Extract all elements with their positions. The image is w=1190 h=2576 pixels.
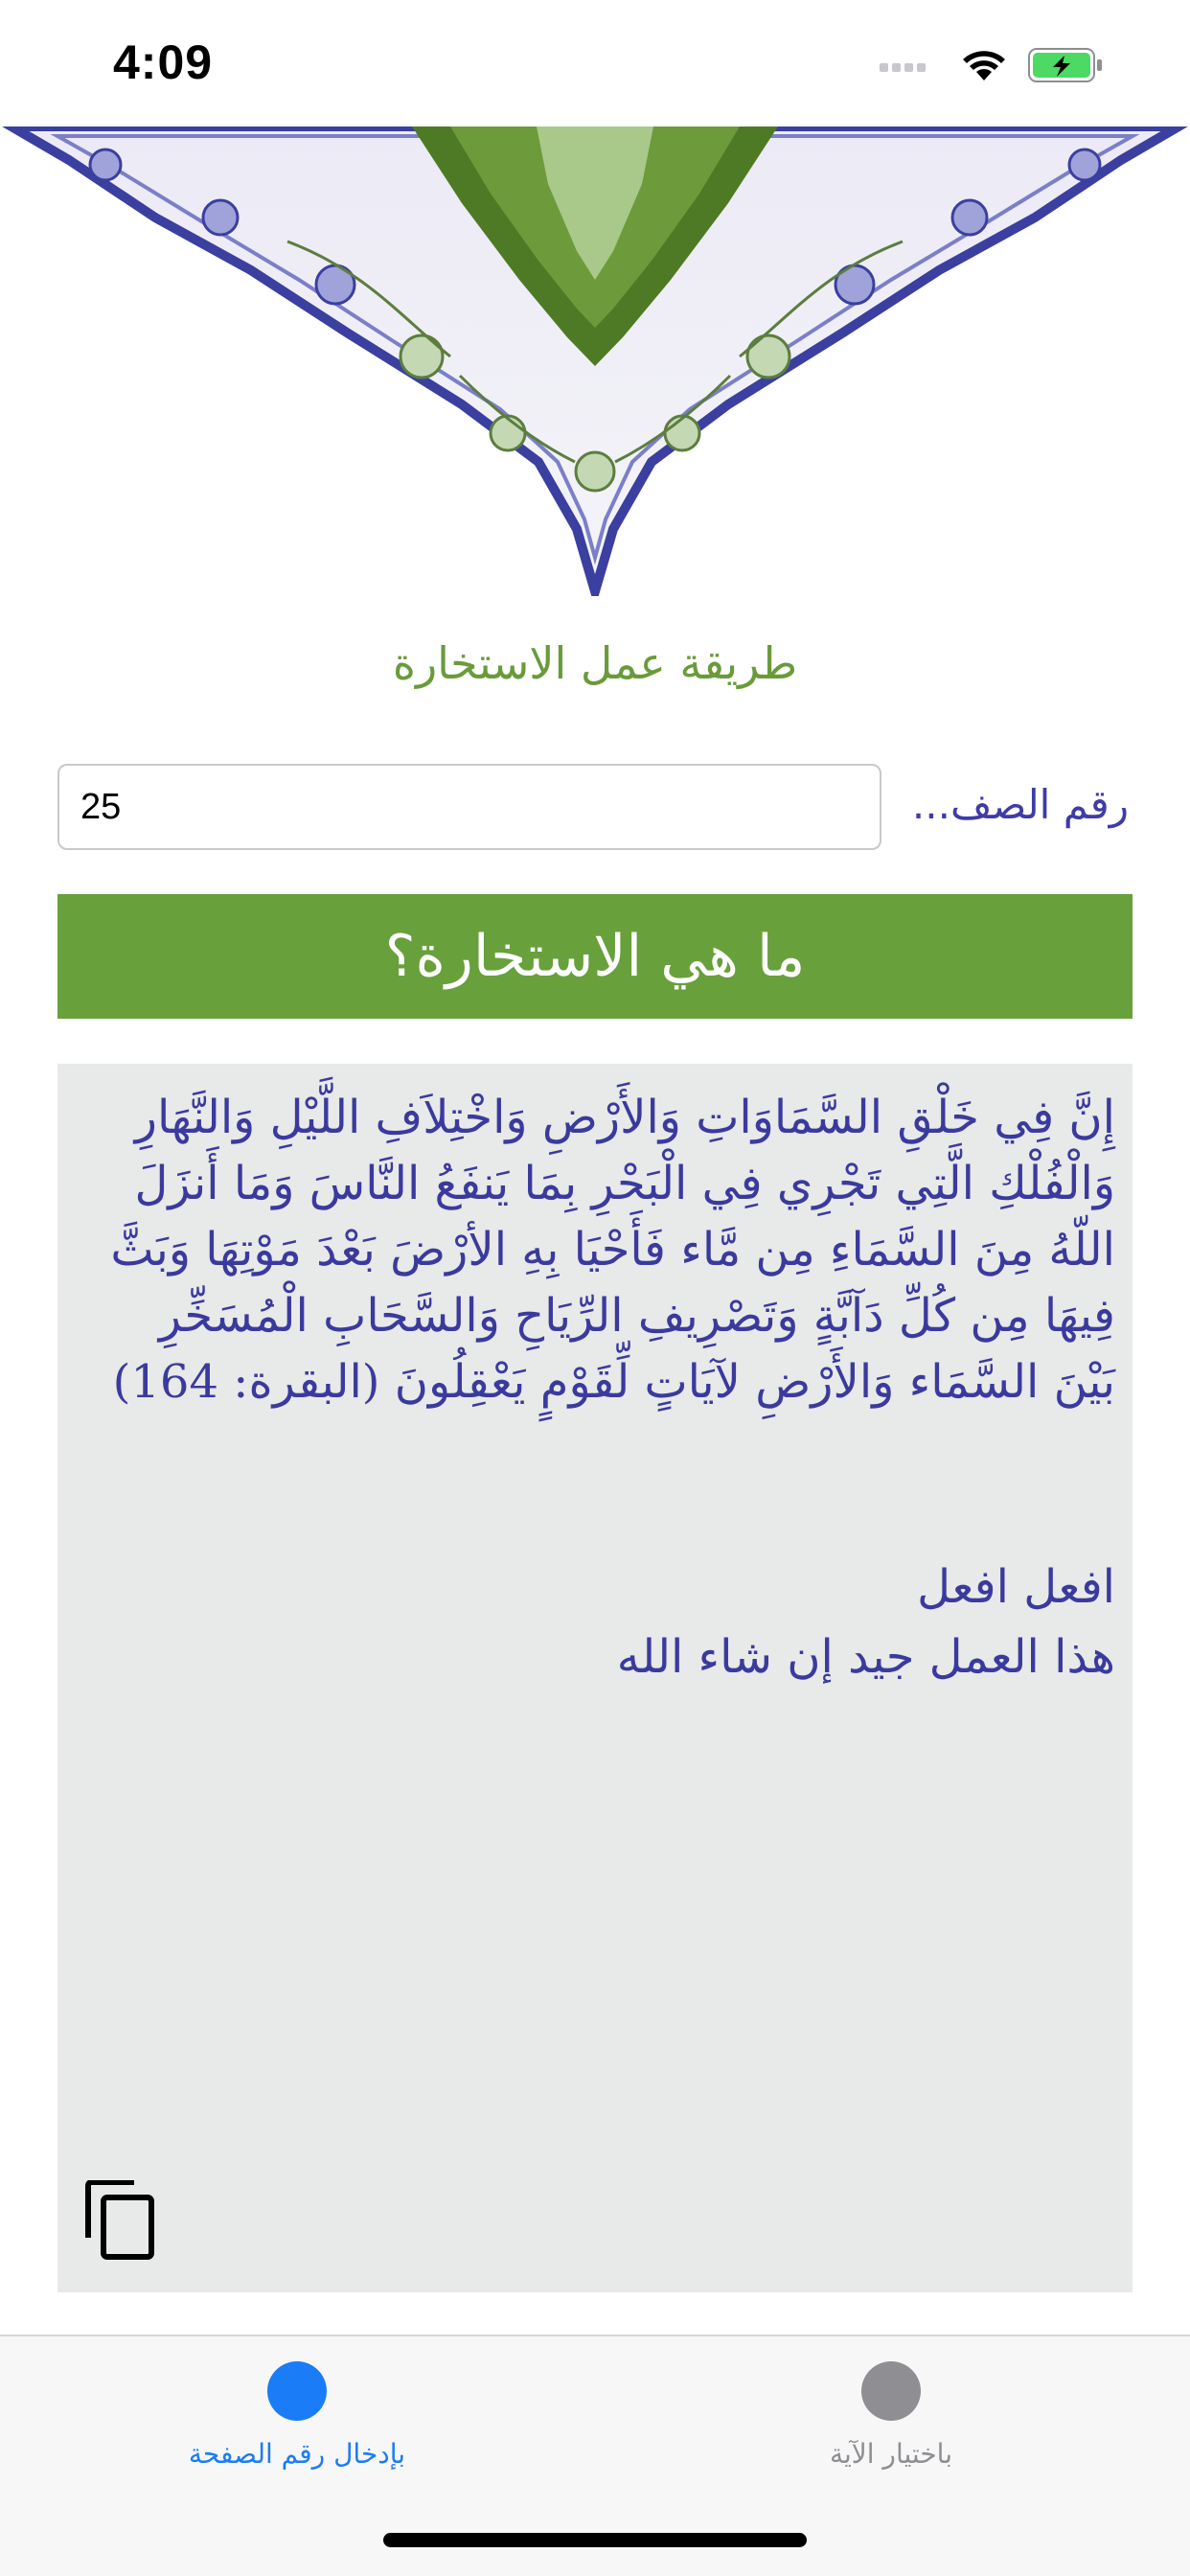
status-time: 4:09 (113, 35, 214, 89)
result-text (84, 1552, 1115, 1692)
tab-page-number-label: بإدخال رقم الصفحة (188, 2438, 406, 2470)
status-icons (880, 42, 1129, 88)
result-panel (57, 1064, 1133, 2292)
result-line-2: هذا العمل جيد إن شاء الله (616, 1630, 1115, 1684)
verse-text: إِنَّ فِي خَلْقِ السَّمَاوَاتِ وَالأَرْضِ وَاخْتِلاَفِ اللَّيْلِ وَالنَّهَارِ وَالْفُلْكِ الَّتِي تَجْرِي فِي الْبَحْرِ بِمَا يَنفَعُ النَّاسَ وَمَا أَنزَلَ اللّهُ مِنَ السَّمَاءِ مِن مَّاء فَأَحْيَا بِهِ الأرْضَ بَعْدَ مَوْتِهَا وَبَثَّ فِيهَا مِن كُلِّ دَآبَّةٍ وَتَصْرِيفِ الرِّيَاحِ وَالسَّحَابِ الْمُسَخِّرِ بَيْنَ السَّمَاء وَالأَرْضِ لآيَاتٍ لِّقَوْمٍ يَعْقِلُونَ (البقرة: 164) (110, 1091, 1115, 1409)
tab-select-verse[interactable] (699, 2336, 1083, 2499)
status-bar (0, 0, 1190, 126)
tab-page-number-icon (267, 2361, 327, 2421)
result-line-1: افعل افعل (917, 1560, 1115, 1614)
tab-select-verse-icon (861, 2361, 921, 2421)
cellular-signal-icon (880, 63, 926, 72)
page-number-label: رقم الصف... (911, 781, 1129, 828)
wifi-icon (963, 51, 1005, 80)
what-is-istikhara-button[interactable]: ما هي الاستخارة؟ (57, 894, 1133, 1019)
ornament-header-image (0, 126, 1190, 596)
copy-icon[interactable] (84, 2180, 157, 2263)
page-number-input[interactable] (57, 764, 881, 850)
method-title: طريقة عمل الاستخارة (392, 637, 798, 689)
battery-icon (1029, 49, 1102, 81)
tab-select-verse-label: باختيار الآية (829, 2438, 953, 2470)
tab-page-number[interactable] (105, 2336, 489, 2499)
home-indicator[interactable] (383, 2533, 807, 2547)
